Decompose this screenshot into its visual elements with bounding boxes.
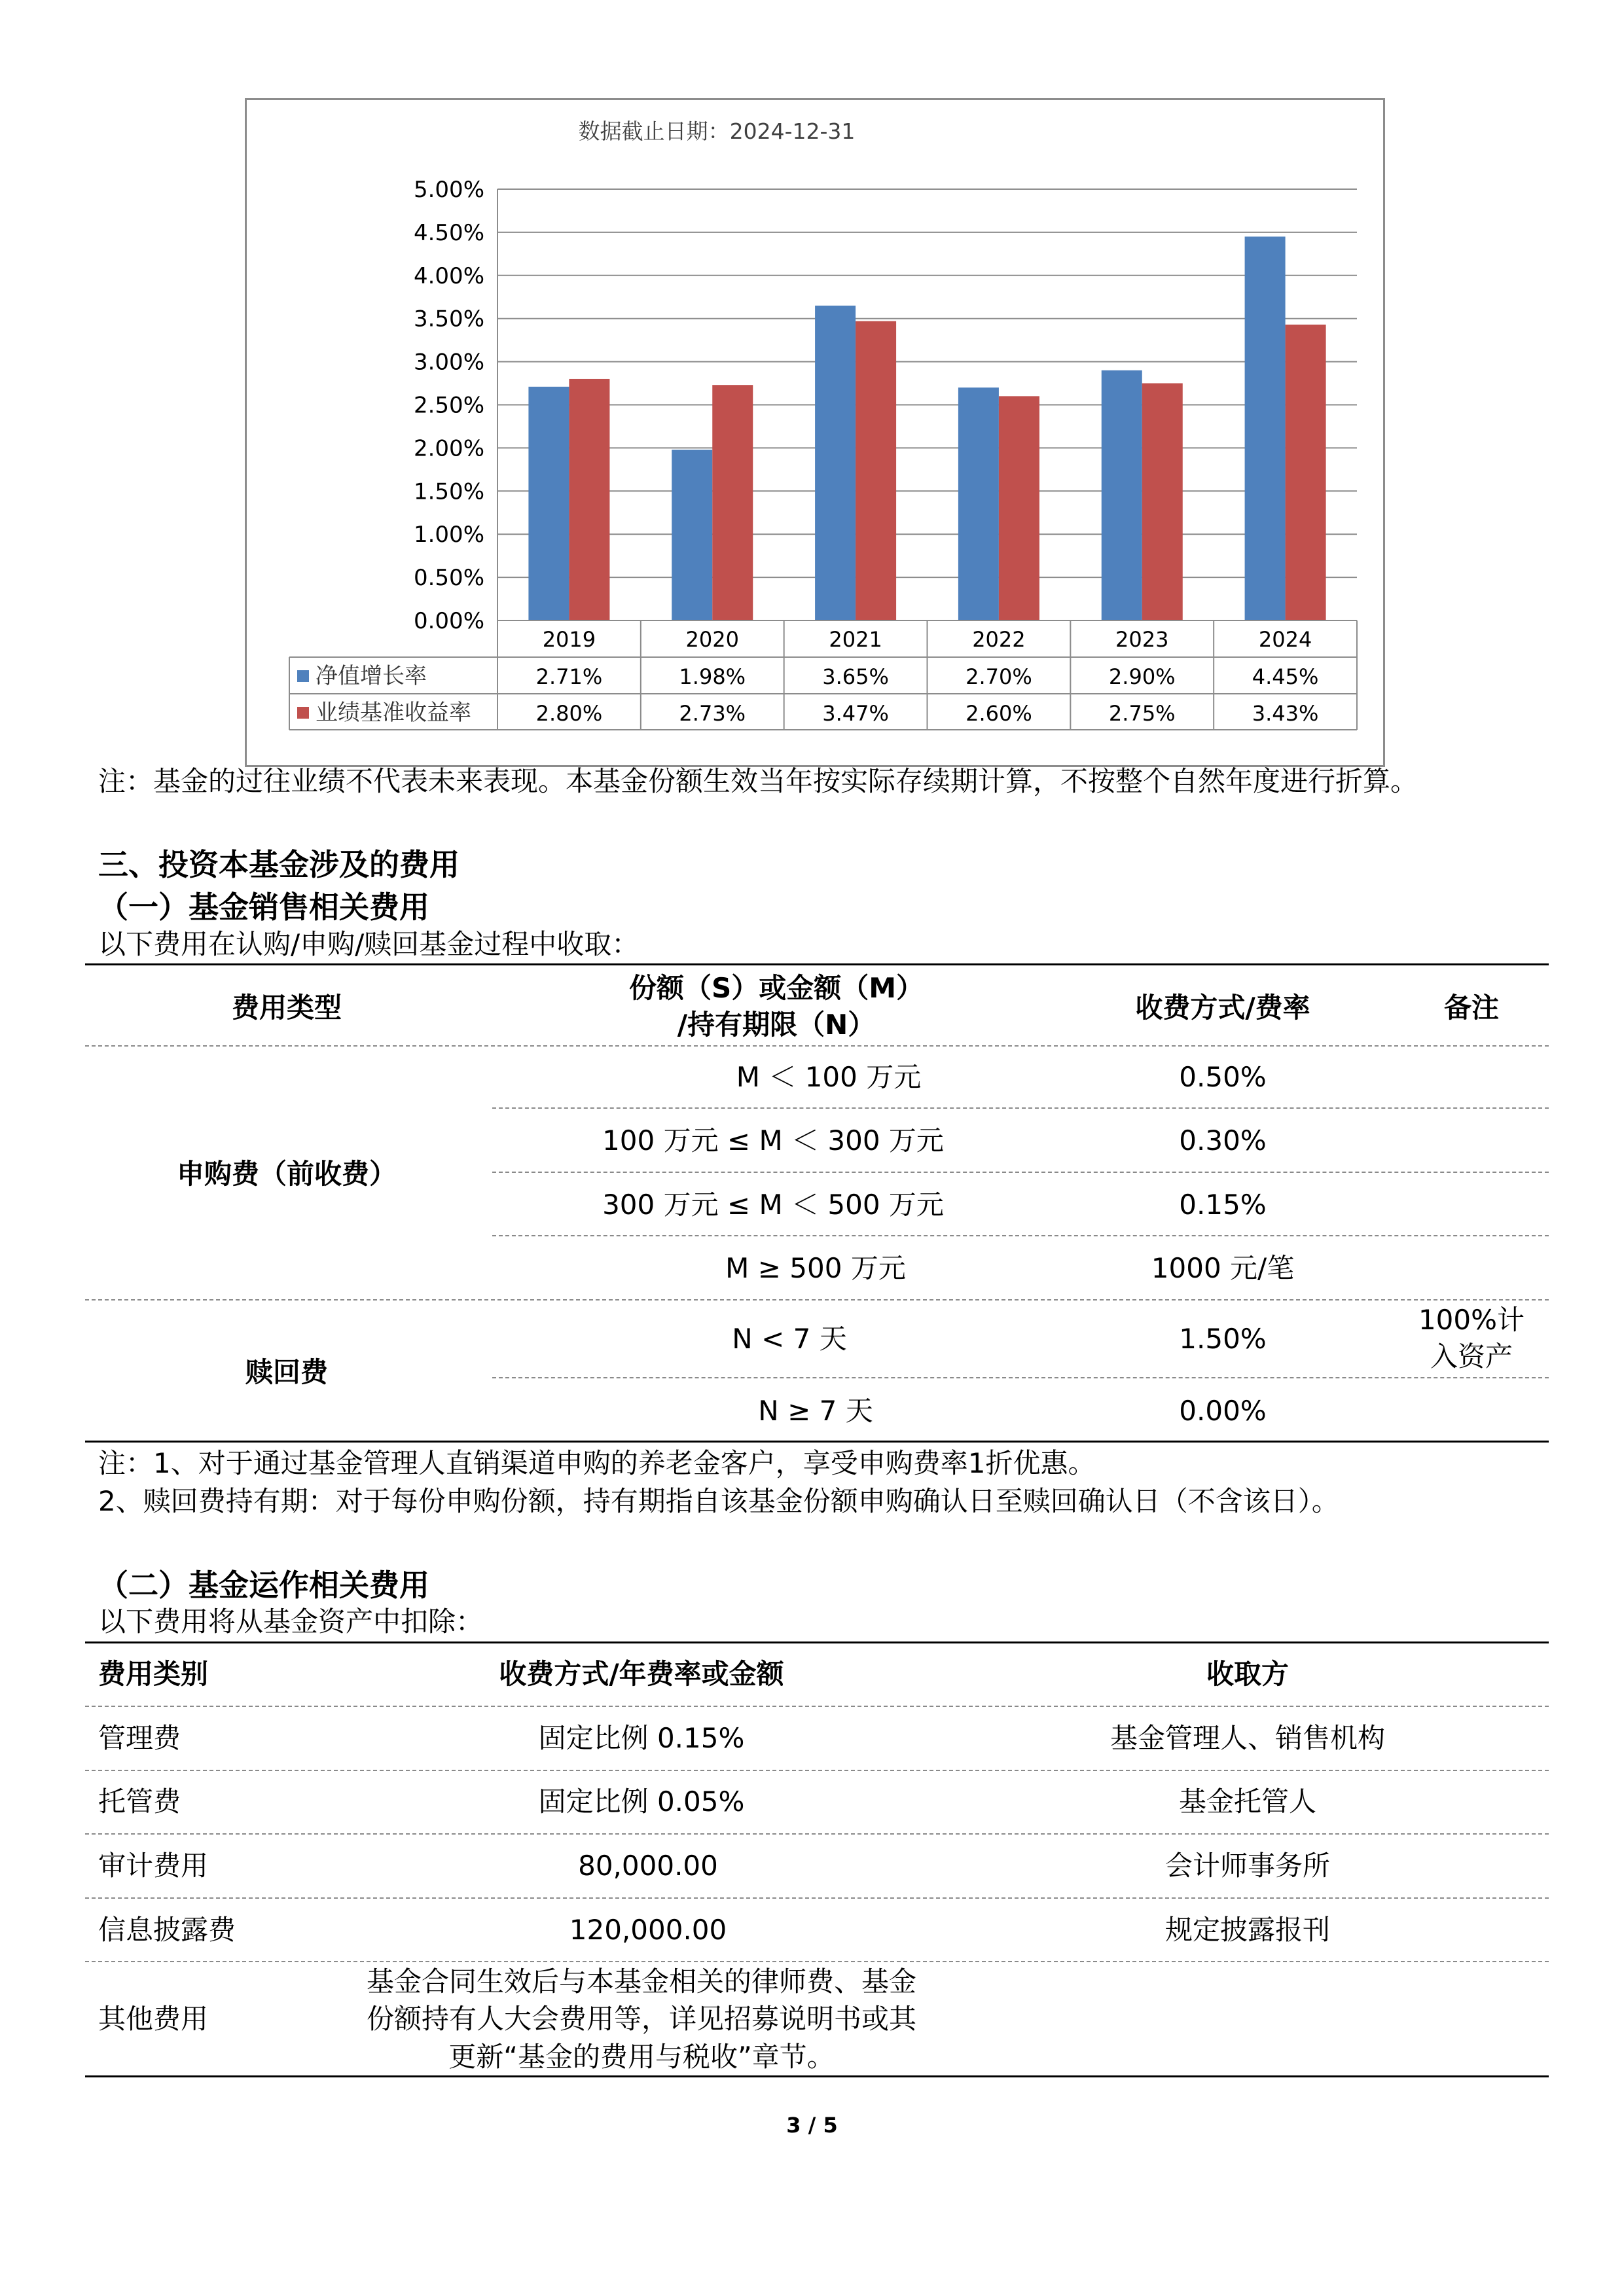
- bar-2024-benchmark: [1286, 325, 1326, 620]
- y-tick-label: 5.00%: [413, 177, 484, 203]
- header-fee-type: 费用类型: [231, 991, 342, 1024]
- page-number: 3 / 5: [786, 2113, 838, 2138]
- purchase-rate: 0.30%: [1179, 1124, 1267, 1157]
- other-fee-desc-line2: 份额持有人大会费用等，详见招募说明书或其: [366, 2002, 917, 2035]
- fee-receiver: 基金托管人: [1178, 1785, 1317, 1818]
- header-rate: 收费方式/费率: [1135, 991, 1310, 1024]
- data-label: 2.70%: [965, 664, 1032, 689]
- bar-2021-benchmark: [856, 321, 896, 620]
- data-label: 1.98%: [679, 664, 746, 689]
- y-tick-label: 1.00%: [413, 522, 484, 548]
- purchase-range: 300 万元 ≤ M ＜ 500 万元: [602, 1188, 944, 1221]
- bar-2022-benchmark: [999, 396, 1039, 620]
- data-label: 2.75%: [1108, 701, 1176, 726]
- purchase-rate: 0.15%: [1179, 1188, 1267, 1221]
- data-label: 2.80%: [535, 701, 603, 726]
- purchase-rate: 0.50%: [1179, 1060, 1267, 1093]
- header-amount-line2: /持有期限（N）: [677, 1008, 876, 1041]
- fee-category: 审计费用: [98, 1849, 209, 1882]
- x-tick-label: 2020: [685, 627, 739, 652]
- header-amount-line1: 份额（S）或金额（M）: [628, 971, 924, 1004]
- legend-swatch: [297, 707, 309, 719]
- fee-category: 托管费: [98, 1785, 181, 1818]
- fee-receiver: 规定披露报刊: [1164, 1913, 1331, 1946]
- x-tick-label: 2024: [1258, 627, 1312, 652]
- header-category: 费用类别: [98, 1657, 209, 1690]
- data-label: 3.47%: [822, 701, 889, 726]
- y-tick-label: 2.00%: [413, 435, 484, 462]
- fee-rate: 固定比例 0.15%: [538, 1721, 745, 1754]
- x-tick-label: 2021: [829, 627, 882, 652]
- y-tick-label: 3.00%: [413, 349, 484, 376]
- redeem-rate: 1.50%: [1179, 1322, 1267, 1355]
- fee-rate: 80,000.00: [578, 1849, 718, 1882]
- operations-intro: 以下费用将从基金资产中扣除：: [98, 1605, 484, 1638]
- other-fee-desc-line1: 基金合同生效后与本基金相关的律师费、基金: [366, 1965, 917, 1998]
- fee-receiver: 基金管理人、销售机构: [1110, 1721, 1386, 1754]
- y-tick-label: 1.50%: [413, 478, 484, 505]
- performance-chart: [245, 98, 1385, 767]
- x-tick-label: 2022: [972, 627, 1026, 652]
- header-receiver: 收取方: [1206, 1657, 1290, 1690]
- bar-2021-nav-growth: [815, 306, 856, 620]
- purchase-range: M ＜ 100 万元: [736, 1060, 922, 1093]
- redeem-rate: 0.00%: [1179, 1394, 1267, 1427]
- y-tick-label: 3.50%: [413, 306, 484, 332]
- subsection-title-sales: （一）基金销售相关费用: [98, 889, 429, 925]
- bar-2023-nav-growth: [1102, 370, 1142, 620]
- other-fee-desc-line3: 更新“基金的费用与税收”章节。: [448, 2040, 835, 2073]
- data-label: 3.43%: [1252, 701, 1319, 726]
- y-tick-label: 4.50%: [413, 219, 484, 246]
- section-title: 三、投资本基金涉及的费用: [98, 847, 460, 882]
- chart-footnote: 注：基金的过往业绩不代表未来表现。本基金份额生效当年按实际存续期计算，不按整个自然年度进行折算。: [98, 765, 1418, 797]
- bar-2020-benchmark: [712, 385, 753, 620]
- purchase-range: 100 万元 ≤ M ＜ 300 万元: [602, 1124, 944, 1157]
- x-tick-label: 2019: [542, 627, 596, 652]
- redeem-fee-label: 赎回费: [245, 1355, 329, 1388]
- redeem-note-line2: 入资产: [1430, 1340, 1513, 1372]
- fee-rate: 固定比例 0.05%: [538, 1785, 745, 1818]
- performance-bar-chart: [247, 100, 1383, 765]
- bar-2023-benchmark: [1142, 384, 1183, 620]
- header-note: 备注: [1443, 991, 1500, 1024]
- bar-2019-nav-growth: [528, 387, 569, 620]
- legend-label: 业绩基准收益率: [316, 700, 471, 726]
- sales-intro: 以下费用在认购/申购/赎回基金过程中收取：: [98, 928, 640, 960]
- redeem-range: N < 7 天: [732, 1322, 847, 1355]
- fee-category: 信息披露费: [98, 1913, 236, 1946]
- legend-swatch: [297, 670, 309, 682]
- y-tick-label: 2.50%: [413, 392, 484, 419]
- data-label: 4.45%: [1252, 664, 1319, 689]
- bar-2024-nav-growth: [1245, 236, 1286, 620]
- fee-category: 管理费: [98, 1721, 181, 1754]
- data-label: 2.73%: [679, 701, 746, 726]
- data-label: 2.71%: [535, 664, 603, 689]
- bar-2020-nav-growth: [672, 450, 712, 620]
- x-tick-label: 2023: [1115, 627, 1169, 652]
- chart-title: 数据截止日期：2024-12-31: [578, 118, 856, 144]
- header-rate-or-amount: 收费方式/年费率或金额: [499, 1657, 784, 1690]
- data-label: 3.65%: [822, 664, 889, 689]
- legend-label: 净值增长率: [316, 663, 427, 689]
- bar-2022-nav-growth: [958, 387, 999, 620]
- y-tick-label: 0.00%: [413, 608, 484, 634]
- sales-note-2: 2、赎回费持有期：对于每份申购份额，持有期指自该基金份额申购确认日至赎回确认日（不含该日）。: [98, 1485, 1339, 1517]
- bar-2019-benchmark: [569, 379, 609, 620]
- y-tick-label: 4.00%: [413, 262, 484, 289]
- sales-note-1: 注：1、对于通过基金管理人直销渠道申购的养老金客户，享受申购费率1折优惠。: [98, 1447, 1096, 1479]
- fee-receiver: 会计师事务所: [1164, 1849, 1331, 1882]
- data-label: 2.90%: [1108, 664, 1176, 689]
- subsection-title-operations: （二）基金运作相关费用: [98, 1568, 429, 1603]
- redeem-range: N ≥ 7 天: [758, 1394, 873, 1427]
- data-label: 2.60%: [965, 701, 1032, 726]
- purchase-fee-label: 申购费（前收费）: [176, 1157, 397, 1190]
- redeem-note-line1: 100%计: [1418, 1303, 1525, 1336]
- purchase-rate: 1000 元/笔: [1151, 1251, 1295, 1284]
- fee-category: 其他费用: [98, 2002, 209, 2035]
- purchase-range: M ≥ 500 万元: [725, 1251, 906, 1284]
- fee-rate: 120,000.00: [569, 1913, 727, 1946]
- y-tick-label: 0.50%: [413, 565, 484, 592]
